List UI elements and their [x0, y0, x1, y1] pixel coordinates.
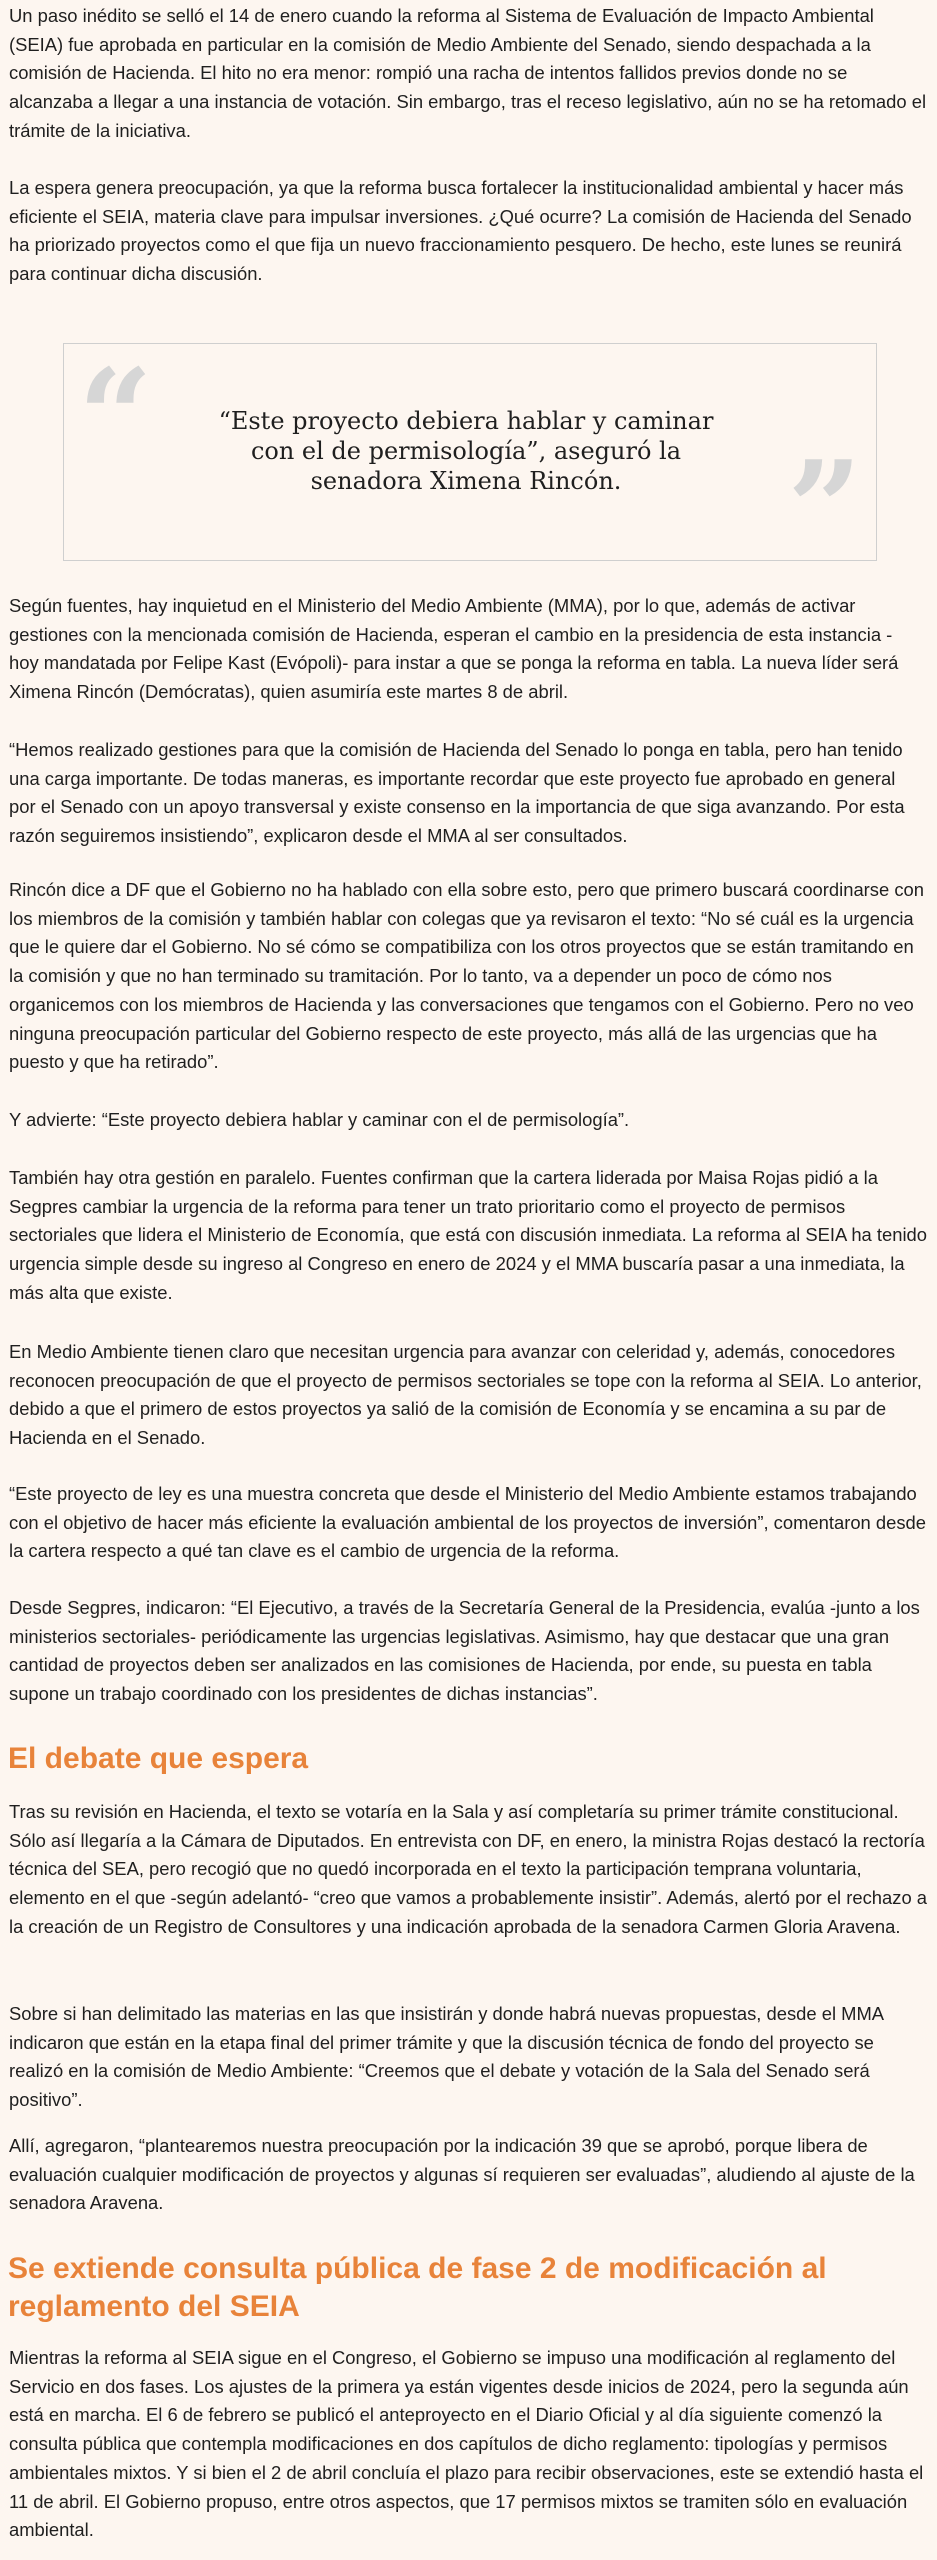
close-quote-icon: ”	[787, 432, 862, 585]
open-quote-icon: “	[78, 340, 153, 493]
paragraph: En Medio Ambiente tienen claro que necesitan urgencia para avanzar con celeridad y, además, conocedores reconocen preocupación de que el proyecto de permisos sectoriales se tope con la reforma al SEIA. Lo anterior, debido a que el primero de estos proyectos ya salió de la comisión de Economía y se encamina a su par de Hacienda en el Senado.	[9, 1341, 922, 1449]
paragraph: Rincón dice a DF que el Gobierno no ha hablado con ella sobre esto, pero que primero buscará coordinarse con los miembros de la comisión y también hablar con colegas que ya revisaron el texto: “No sé cuál es la urgencia que le quiere dar el Gobierno. No sé cómo se compatibiliza con los otros proyectos que se están tramitando en la comisión y que no han terminado su tramitación. Por lo tanto, va a depender un poco de cómo nos organicemos con los miembros de Hacienda y las conversaciones que tengamos con el Gobierno. Pero no veo ninguna preocupación particular del Gobierno respecto de este proyecto, más allá de las urgencias que ha puesto y que ha retirado”.	[9, 879, 924, 1073]
paragraph: Tras su revisión en Hacienda, el texto se votaría en la Sala y así completaría su primer trámite constitucional. Sólo así llegaría a la Cámara de Diputados. En entrevista con DF, en enero, la ministra Rojas destacó la rectoría técnica del SEA, pero recogió que no quedó incorporada en el texto la participación temprana voluntaria, elemento en el que -según adelantó- “creo que vamos a probablemente insistir”. Además, alertó por el rechazo a la creación de un Registro de Consultores y una indicación aprobada de la senadora Carmen Gloria Aravena.	[9, 1801, 928, 1937]
paragraph: Mientras la reforma al SEIA sigue en el Congreso, el Gobierno se impuso una modificación al reglamento del Servicio en dos fases. Los ajustes de la primera ya están vigentes desde inicios de 2024, pero la segunda aún está en marcha. El 6 de febrero se publicó el anteproyecto en el Diario Oficial y al día siguiente comenzó la consulta pública que contempla modificaciones en dos capítulos de dicho reglamento: tipologías y permisos ambientales mixtos. Y si bien el 2 de abril concluía el plazo para recibir observaciones, este se extendió hasta el 11 de abril. El Gobierno propuso, entre otros aspectos, que 17 permisos mixtos se tramiten sólo en evaluación ambiental.	[9, 2347, 924, 2541]
section-heading: El debate que espera	[8, 1742, 309, 1775]
paragraph: Allí, agregaron, “plantearemos nuestra preocupación por la indicación 39 que se aprobó, porque libera de evaluación cualquier modificación de proyectos y algunas sí requieren ser evaluadas”, aludiendo al ajuste de la senadora Aravena.	[9, 2135, 915, 2214]
paragraph: Un paso inédito se selló el 14 de enero cuando la reforma al Sistema de Evaluación de Impacto Ambiental (SEIA) fue aprobada en particular en la comisión de Medio Ambiente del Senado, siendo despachada a la comisión de Hacienda. El hito no era menor: rompió una racha de intentos fallidos previos donde no se alcanzaba a llegar a una instancia de votación. Sin embargo, tras el receso legislativo, aún no se ha retomado el trámite de la iniciativa.	[9, 5, 927, 141]
paragraph: Sobre si han delimitado las materias en las que insistirán y donde habrá nuevas propuestas, desde el MMA indicaron que están en la etapa final del primer trámite y que la discusión técnica de fondo del proyecto se realizó en la comisión de Medio Ambiente: “Creemos que el debate y votación de la Sala del Senado será positivo”.	[9, 2003, 884, 2111]
paragraph: Según fuentes, hay inquietud en el Ministerio del Medio Ambiente (MMA), por lo que, además de activar gestiones con la mencionada comisión de Hacienda, esperan el cambio en la presidencia de esta instancia - hoy mandatada por Felipe Kast (Evópoli)- para instar a que se ponga la reforma en tabla. La nueva líder será Ximena Rincón (Demócratas), quien asumiría este martes 8 de abril.	[9, 595, 899, 703]
paragraph: Y advierte: “Este proyecto debiera hablar y caminar con el de permisología”.	[9, 1109, 630, 1130]
paragraph: “Este proyecto de ley es una muestra concreta que desde el Ministerio del Medio Ambiente estamos trabajando con el objetivo de hacer más eficiente la evaluación ambiental de los proyectos de inversión”, comentaron desde la cartera respecto a qué tan clave es el cambio de urgencia de la reforma.	[9, 1483, 926, 1562]
section-heading: Se extiende consulta pública de fase 2 de modificación al reglamento del SEIA	[8, 2252, 827, 2323]
paragraph: La espera genera preocupación, ya que la reforma busca fortalecer la institucionalidad ambiental y hacer más eficiente el SEIA, materia clave para impulsar inversiones. ¿Qué ocurre? La comisión de Hacienda del Senado ha priorizado proyectos como el que fija un nuevo fraccionamiento pesquero. De hecho, este lunes se reunirá para continuar dicha discusión.	[9, 177, 912, 285]
paragraph: Desde Segpres, indicaron: “El Ejecutivo, a través de la Secretaría General de la Presidencia, evalúa -junto a los ministerios sectoriales- periódicamente las urgencias legislativas. Asimismo, hay que destacar que una gran cantidad de proyectos deben ser analizados en las comisiones de Hacienda, por ende, su puesta en tabla supone un trabajo coordinado con los presidentes de dichas instancias”.	[9, 1597, 920, 1705]
pull-quote	[63, 340, 877, 585]
paragraph: “Hemos realizado gestiones para que la comisión de Hacienda del Senado lo ponga en tabla, pero han tenido una carga importante. De todas maneras, es importante recordar que este proyecto fue aprobado en general por el Senado con un apoyo transversal y existe consenso en la importancia de que siga avanzando. Por esta razón seguiremos insistiendo”, explicaron desde el MMA al ser consultados.	[9, 739, 905, 847]
pull-quote-text: “Este proyecto debiera hablar y caminar con el de permisología”, aseguró la senadora Ximena Rincón.	[218, 407, 714, 495]
paragraph: También hay otra gestión en paralelo. Fuentes confirman que la cartera liderada por Maisa Rojas pidió a la Segpres cambiar la urgencia de la reforma para tener un trato prioritario como el proyecto de permisos sectoriales que lidera el Ministerio de Economía, que está con discusión inmediata. La reforma al SEIA ha tenido urgencia simple desde su ingreso al Congreso en enero de 2024 y el MMA buscaría pasar a una inmediata, la más alta que existe.	[9, 1167, 928, 1303]
